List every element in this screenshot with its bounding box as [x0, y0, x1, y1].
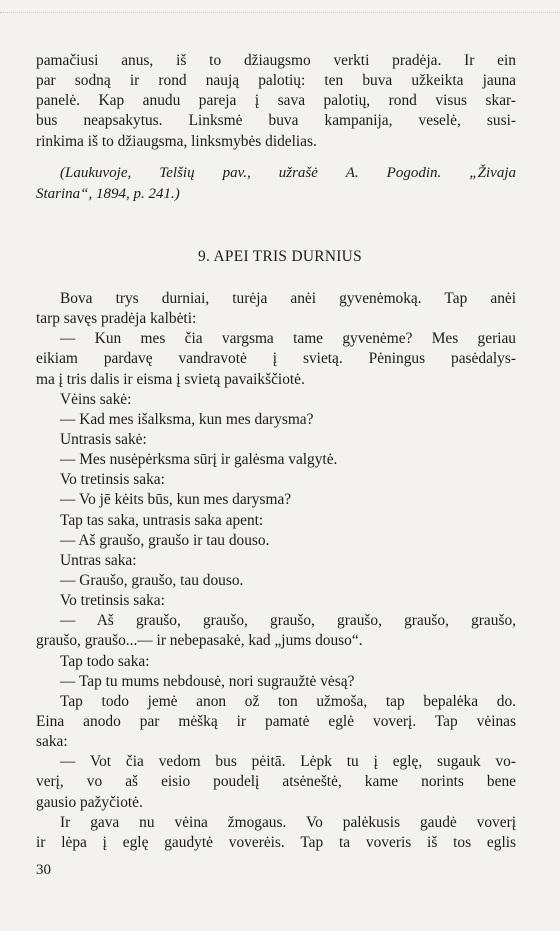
text-line: — Aš graušo, graušo ir tau douso.	[60, 531, 270, 549]
text-line: Eina anodo par mėšką ir pamatė eglė voverį. Tap vėinas	[36, 712, 516, 730]
text-line: — Kad mes išalksma, kun mes darysma?	[60, 410, 314, 428]
text-line: Bova trys durniai, turėja anėi gyvenėmoką. Tap anėi	[60, 290, 516, 307]
text-line: tarp savęs pradėja kalbėti:	[36, 310, 197, 328]
text-line: — Aš graušo, graušo, graušo, graušo, graušo, graušo,	[60, 612, 516, 630]
text-line: Tap todo jemė anon ož ton užmoša, tap bepalėka do.	[60, 692, 516, 710]
text-line: Untras saka:	[60, 551, 137, 569]
text-line: — Graušo, graušo, tau douso.	[60, 571, 244, 589]
text-line: — Tap tu mums nebdousė, nori sugraužtė vėsą?	[60, 672, 355, 690]
text-line: gausio pažyčiotė.	[36, 793, 143, 811]
page-number: 30	[36, 862, 51, 878]
text-line: Ir gava nu vėina žmogaus. Vo palėkusis gaudė voverį	[60, 813, 516, 831]
text-line: rinkima iš to džiaugsma, linksmybės didelias.	[36, 132, 317, 150]
text-line: — Mes nusėpėrksma sūrį ir galėsma valgytė.	[60, 451, 338, 469]
text-line: Vo tretinsis saka:	[60, 471, 165, 489]
text-line: Vo tretinsis saka:	[60, 592, 165, 610]
source-citation	[36, 163, 516, 205]
intro-paragraph	[36, 51, 516, 152]
text-line: bus neapsakytus. Linksmė buva kampanija, veselė, susi-	[36, 112, 516, 130]
text-line: — Kun mes čia vargsma tame gyvenėme? Mes geriau	[60, 330, 516, 348]
text-line: par sodną ir rond naują palotių: ten buva užkeikta jauna	[36, 72, 516, 90]
text-line: Tap todo saka:	[60, 652, 150, 670]
text-line: verį, vo aš eisio poudelį atsėneštė, kame norints bene	[36, 773, 516, 791]
story-text	[36, 289, 516, 853]
text-line: ir lėpa į eglę gaudytė voverėis. Tap ta voveris iš tos eglis	[36, 833, 516, 851]
text-line: saka:	[36, 733, 68, 751]
text-line: panelė. Kap anudu pareja į sava palotių, rond visus skar-	[36, 92, 516, 110]
text-line: ma į tris dalis ir eisma į svietą pavaikščiotė.	[36, 370, 305, 388]
text-line: pamačiusi anus, iš to džiaugsmo verkti pradėja. Ir ein	[36, 52, 516, 69]
text-line: Vėins sakė:	[60, 390, 132, 408]
text-line: graušo, graušo...— ir nebepasakė, kad „jums douso“.	[36, 632, 363, 650]
text-line: Untrasis sakė:	[60, 430, 147, 448]
text-line: eikiam pardavę vandravotė į svietą. Pėningus pasėdalys-	[36, 350, 516, 368]
citation-line: (Laukuvoje, Telšių pav., užrašė A. Pogodin. „Živaja	[60, 165, 516, 181]
story-title: 9. APEI TRIS DURNIUS	[198, 248, 362, 265]
citation-line: Starina“, 1894, p. 241.)	[36, 186, 180, 202]
text-line: — Vot čia vedom bus pėitā. Lėpk tu į eglę, sugauk vo-	[60, 753, 516, 771]
text-line: Tap tas saka, untrasis saka apent:	[60, 511, 264, 529]
text-line: — Vo jē kėits būs, kun mes darysma?	[60, 491, 292, 509]
top-edge-dots	[0, 0, 560, 13]
